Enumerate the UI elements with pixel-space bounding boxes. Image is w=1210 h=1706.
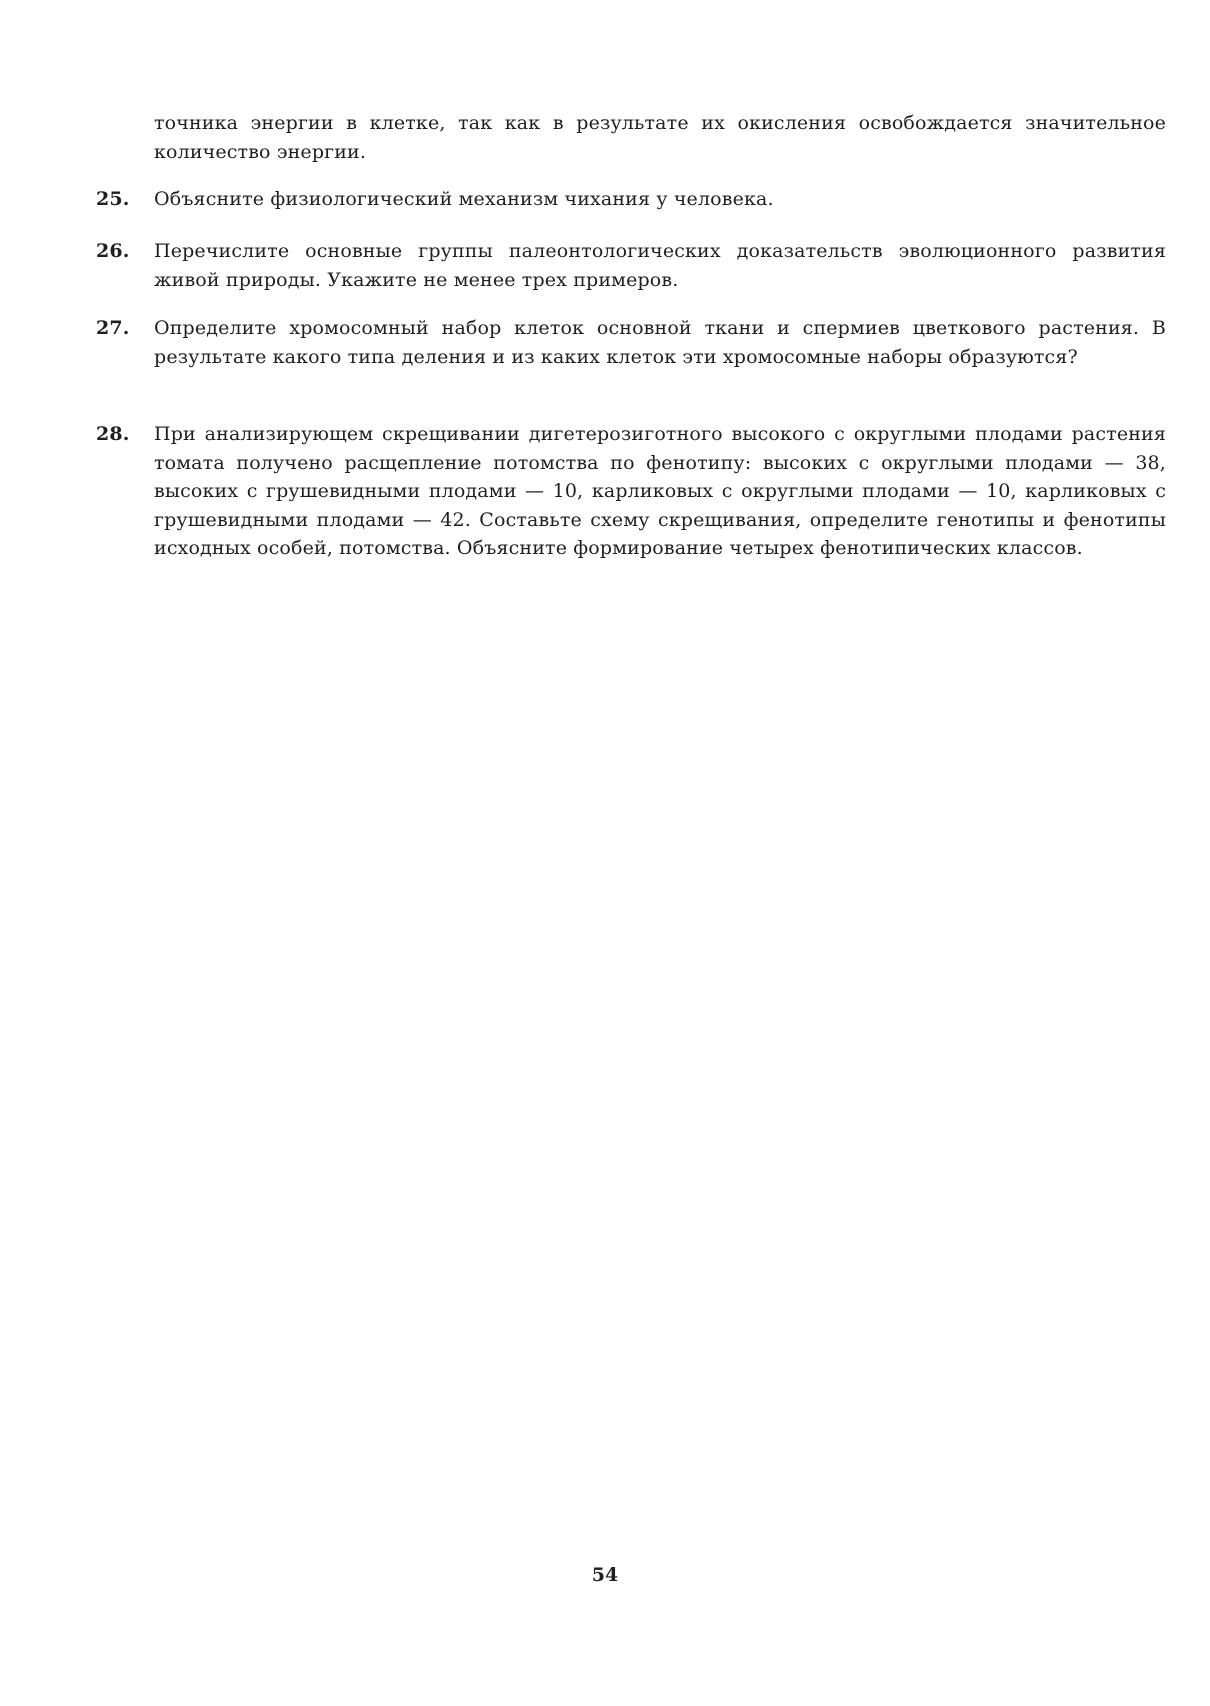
task-number: 26. [96, 240, 130, 262]
continuation-paragraph: точника энергии в клетке, так как в результате их окисления освобождается значительное количество энергии. [154, 112, 1166, 163]
task-text: При анализирующем скрещивании дигетерозиготного высокого с округлыми плодами растения томата получено расщепление потомства по фенотипу: высоких с округлыми плодами — 38, высоких с грушевидными плодами — 10, карликовых с округлыми плодами — 10, карликовых с грушевидными плодами — 42. Составьте схему скрещивания, определите генотипы и фенотипы исходных особей, потомства. Объясните формирование четырех фенотипических классов. [154, 423, 1166, 559]
task-number: 28. [96, 423, 130, 445]
task-27 [96, 314, 1166, 371]
task-number: 27. [96, 317, 130, 339]
task-text: Определите хромосомный набор клеток основной ткани и спермиев цветкового растения. В результате какого типа деления и из каких клеток эти хромосомные наборы образуются? [154, 317, 1166, 368]
task-28 [96, 420, 1166, 563]
task-number: 25. [96, 188, 130, 210]
task-25 [96, 185, 1166, 214]
task-26 [96, 237, 1166, 294]
page-number: 54 [591, 1564, 619, 1586]
task-text: Объясните физиологический механизм чихания у человека. [154, 188, 774, 210]
task-text: Перечислите основные группы палеонтологических доказательств эволюционного развития живой природы. Укажите не менее трех примеров. [154, 240, 1166, 291]
